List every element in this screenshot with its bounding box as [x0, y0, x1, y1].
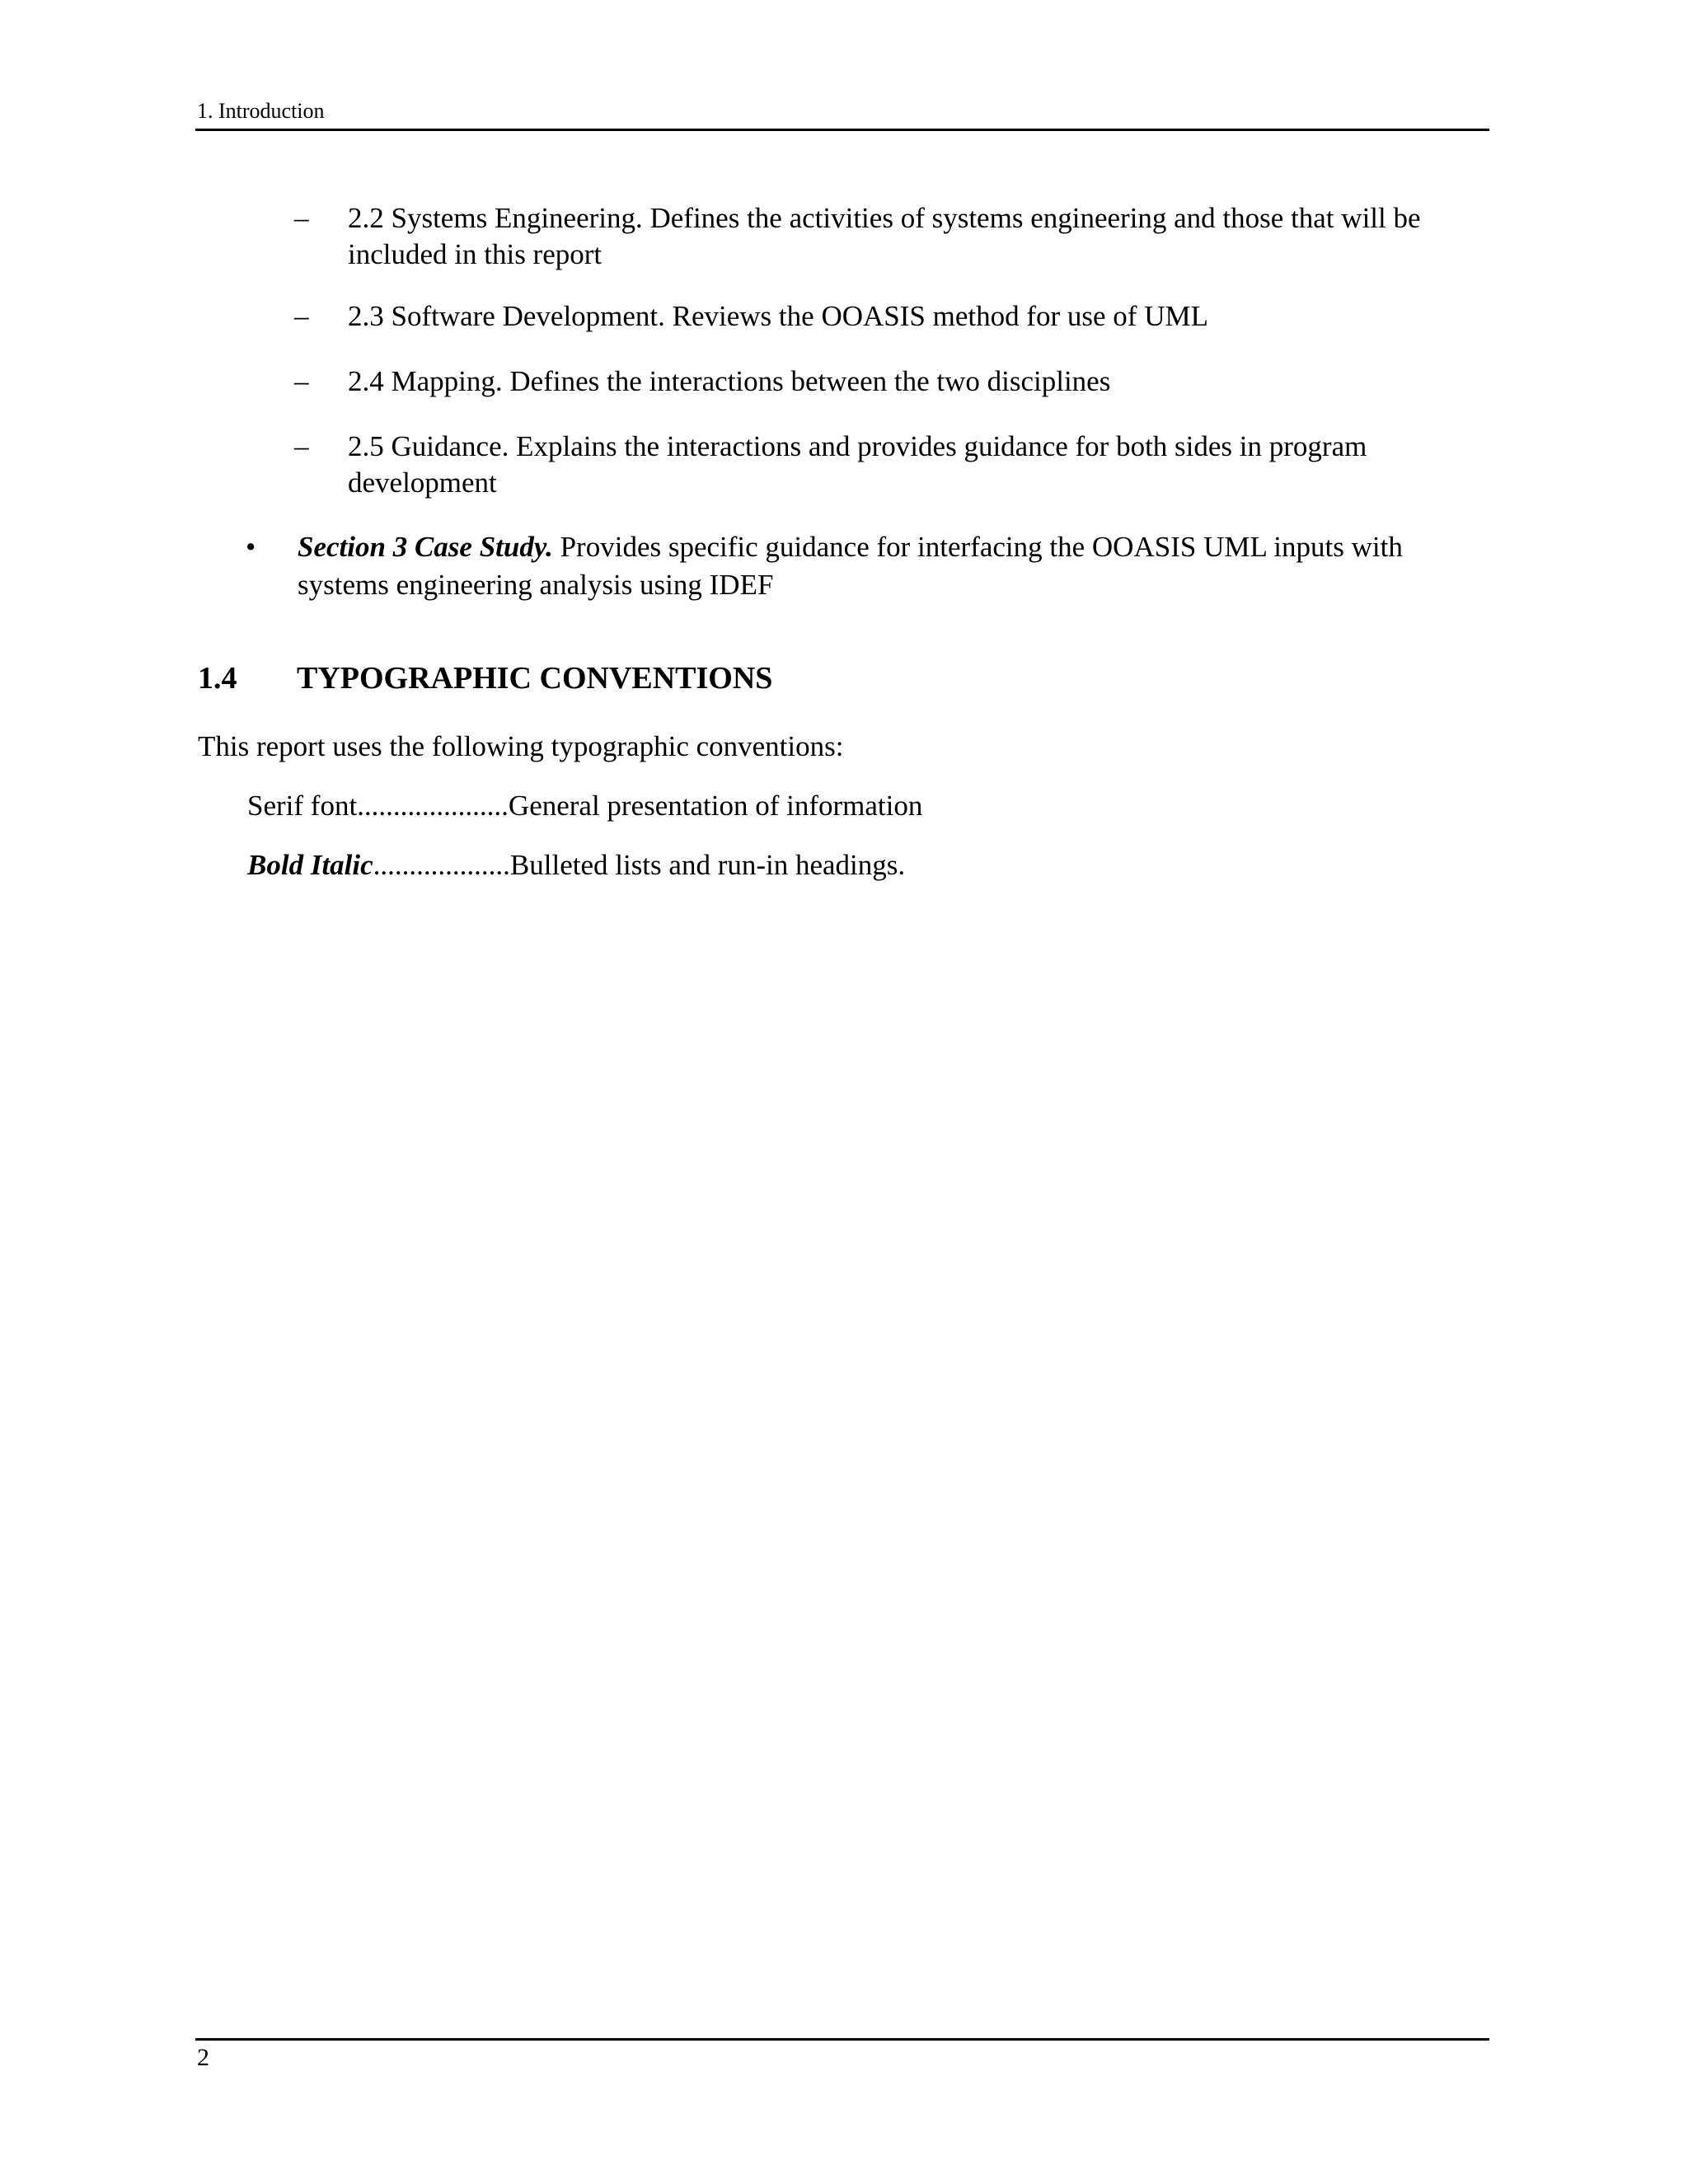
outline-sub-item-text	[348, 429, 1498, 501]
outline-sub-item-line: development	[348, 466, 497, 499]
convention-leader: .....................	[357, 790, 509, 822]
running-header-title: 1. Introduction	[197, 99, 325, 123]
outline-sub-item-text	[348, 200, 1498, 273]
outline-sub-item-text	[348, 298, 1498, 335]
convention-description: Bulleted lists and run-in headings.	[509, 849, 906, 881]
dash-marker: –	[294, 300, 309, 332]
running-footer	[195, 2038, 1489, 2071]
running-header	[195, 99, 1489, 131]
dash-marker: –	[294, 202, 309, 234]
convention-row	[247, 847, 905, 883]
convention-description: General presentation of information	[508, 790, 923, 822]
dash-marker: –	[294, 430, 309, 462]
page-number: 2	[197, 2044, 209, 2071]
section-intro-paragraph: This report uses the following typographic conventions:	[198, 730, 844, 762]
bullet-marker: •	[246, 531, 256, 563]
convention-row	[247, 788, 922, 824]
outline-sub-item-line: 2.2 Systems Engineering. Defines the activities of systems engineering and those that will be	[348, 202, 1421, 234]
convention-leader: ...................	[373, 849, 510, 881]
outline-sub-item-line: 2.5 Guidance. Explains the interactions and provides guidance for both sides in program	[348, 430, 1367, 462]
bullet-body-line: systems engineering analysis using IDEF	[298, 569, 774, 601]
section-title: TYPOGRAPHIC CONVENTIONS	[297, 661, 773, 696]
section-number: 1.4	[198, 661, 237, 696]
outline-sub-item-text	[348, 363, 1498, 400]
dash-marker: –	[294, 365, 309, 397]
outline-sub-item-line: 2.3 Software Development. Reviews the OOASIS method for use of UML	[348, 300, 1208, 332]
outline-sub-item-line: 2.4 Mapping. Defines the interactions between the two disciplines	[348, 365, 1111, 397]
outline-sub-item-line: included in this report	[348, 238, 603, 270]
convention-term: Bold Italic	[247, 849, 373, 881]
convention-term: Serif font	[247, 790, 358, 822]
outline-bullet-text	[298, 528, 1489, 604]
run-in-heading: Section 3 Case Study.	[298, 531, 553, 563]
bullet-body-line: Provides specific guidance for interfacing the OOASIS UML inputs with	[552, 531, 1403, 563]
